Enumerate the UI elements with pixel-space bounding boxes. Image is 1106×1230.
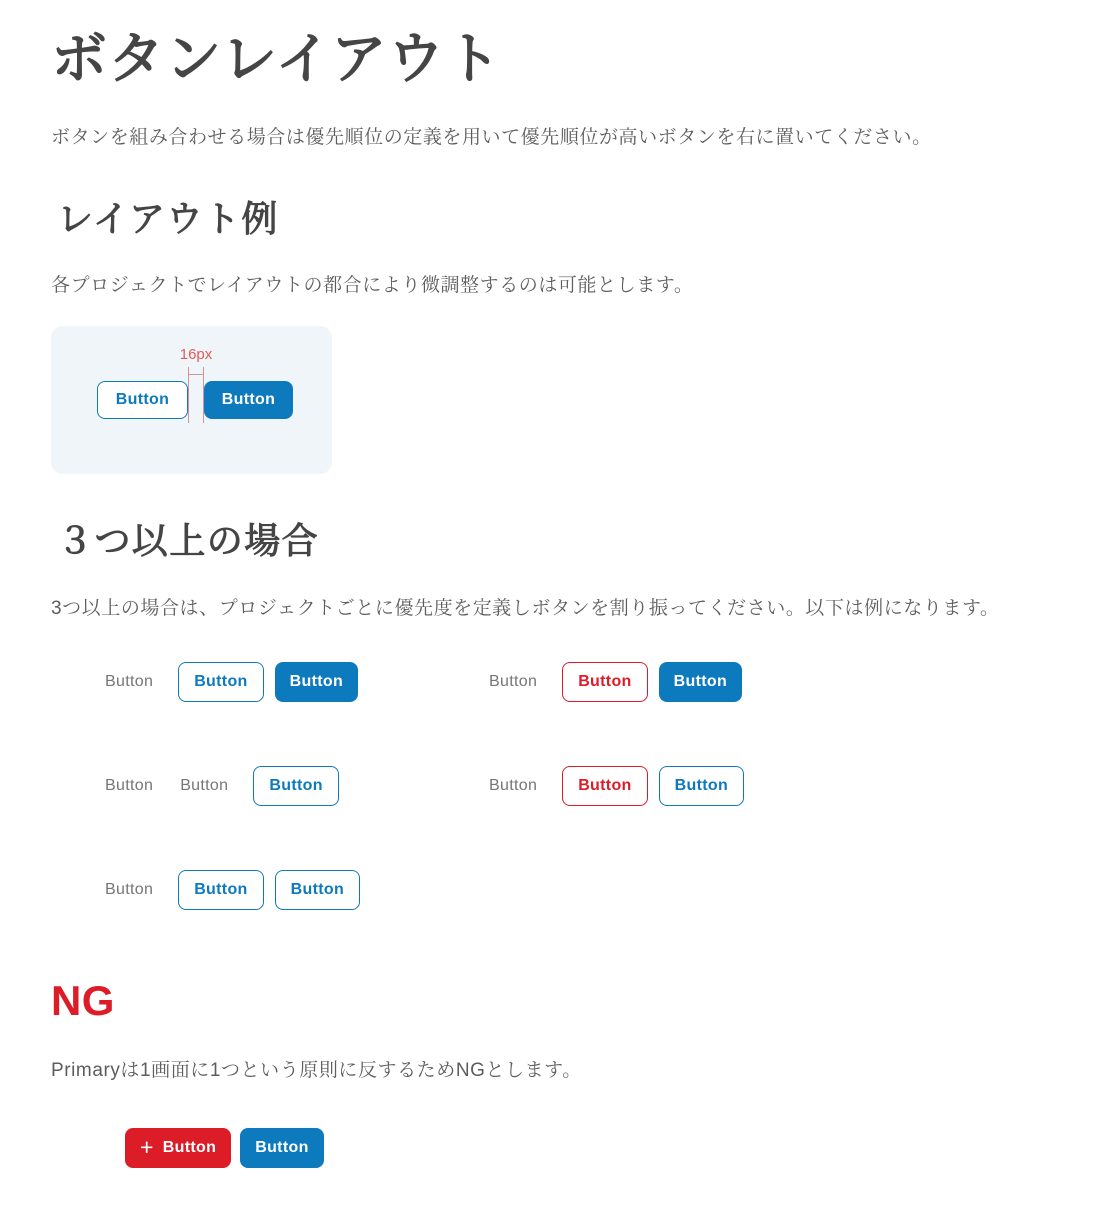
tertiary-text-button[interactable] [487,662,539,702]
button-label: Button [105,881,154,899]
ng-heading: NG [51,977,115,1025]
button-label: Button [194,673,248,691]
button-example-row [103,766,1055,806]
secondary-button[interactable] [253,766,338,806]
button-label: Button [269,777,323,795]
button-label: Button [673,673,728,691]
three-or-more-description: 3つ以上の場合は、プロジェクトごとに優先度を定義しボタンを割り振ってください。以下は例になります。 [51,597,1000,619]
button-group [487,662,742,702]
secondary-button[interactable] [275,870,360,910]
primary-button[interactable] [240,1128,323,1168]
button-label: Button [578,777,632,795]
layout-example-box [51,326,332,474]
button-label: Button [180,777,229,795]
button-label: Button [105,777,154,795]
button-label: Button [162,1139,217,1157]
danger-primary-button[interactable] [125,1128,231,1168]
button-label: Button [578,673,632,691]
button-group [103,870,487,910]
page-intro: ボタンを組み合わせる場合は優先順位の定義を用いて優先順位が高いボタンを右に置いてください。 [51,127,932,148]
button-group [103,766,487,806]
layout-example-description: 各プロジェクトでレイアウトの都合により微調整するのは可能とします。 [51,275,694,297]
primary-button[interactable]: Button [204,381,293,419]
button-label: Button [255,1139,309,1157]
button-label: Button [290,881,345,899]
plus-icon: + [140,1133,154,1160]
button-label: Button [489,673,538,691]
primary-button[interactable] [659,662,742,702]
button-label: Button [489,777,538,795]
button-example-row [103,662,1055,702]
primary-button[interactable] [275,662,358,702]
danger-secondary-button[interactable] [562,766,647,806]
section-title-three-or-more: ３つ以上の場合 [57,519,320,561]
button-label: Button [105,673,154,691]
danger-secondary-button[interactable] [562,662,647,702]
tertiary-text-button[interactable] [178,766,230,806]
secondary-button[interactable]: Button [97,381,188,419]
tertiary-text-button[interactable] [487,766,539,806]
secondary-button[interactable] [659,766,744,806]
ng-example [125,1128,1055,1168]
measure-line-connector [188,374,204,375]
button-label: Button [289,673,344,691]
button-label: Button [674,777,729,795]
secondary-button[interactable] [178,870,263,910]
tertiary-text-button[interactable] [103,662,155,702]
gap-measure-label: 16px [179,345,213,363]
button-label: Button [194,881,248,899]
button-group [103,662,487,702]
ng-description: Primaryは1画面に1つという原則に反するためNGとします。 [51,1059,582,1081]
measure-line-left [188,367,189,423]
tertiary-text-button[interactable] [103,766,155,806]
section-title-layout-example: レイアウト例 [57,197,279,239]
button-group [487,766,744,806]
button-example-row [103,870,1055,910]
button-examples [103,662,1055,910]
secondary-button[interactable] [178,662,263,702]
tertiary-text-button[interactable] [103,870,155,910]
page-title: ボタンレイアウト [51,27,503,90]
